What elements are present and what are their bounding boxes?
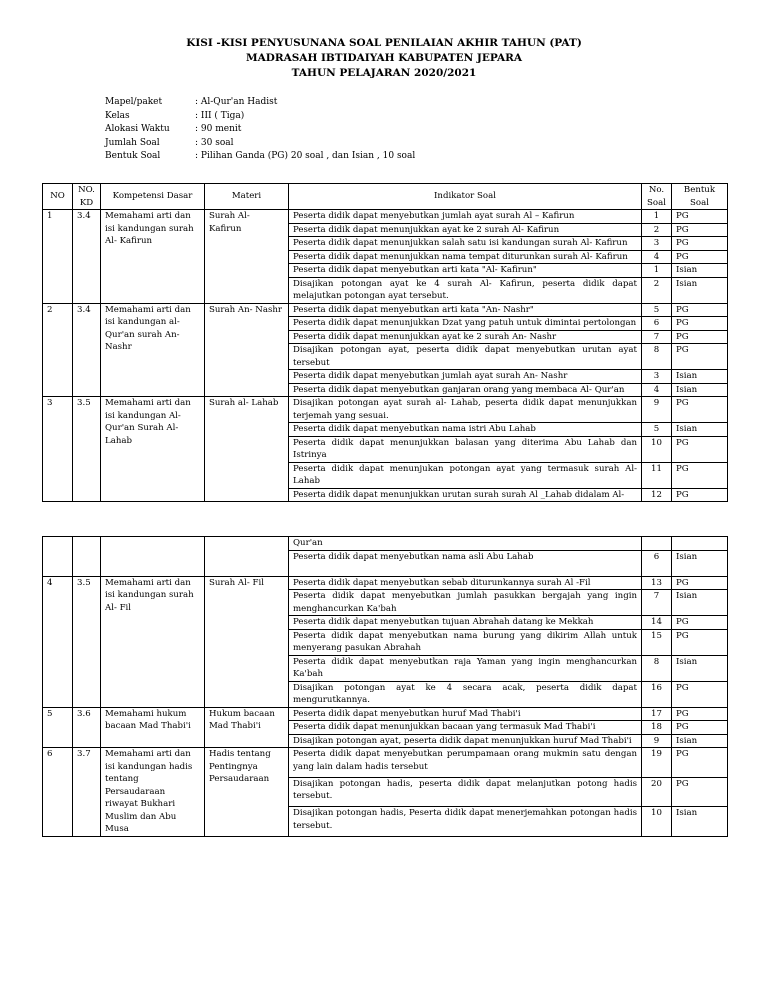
cell-indikator: Disajikan potongan ayat ke 4 surah Al- Kafirun, peserta didik dapat melajutkan potongan ayat tersebut. — [289, 277, 642, 303]
col-header-materi: Materi — [205, 184, 289, 210]
cell-kd: 3.4 — [73, 303, 101, 397]
cell-indikator: Peserta didik dapat menunjukkan Dzat yang patuh untuk dimintai pertolongan — [289, 317, 642, 331]
cell-materi: Surah Al- Kafirun — [205, 210, 289, 304]
cell-indikator: Peserta didik dapat menyebutkan perumpamaan orang mukmin satu dengan yang lain dalam hadis tersebut — [289, 748, 642, 778]
cell-bentuk: Isian — [672, 423, 728, 437]
cell-bentuk: PG — [672, 462, 728, 488]
table-row — [43, 707, 728, 721]
cell-no-soal: 8 — [642, 344, 672, 370]
cell-materi: Surah Al- Fil — [205, 576, 289, 707]
cell-indikator: Peserta didik dapat menyebutkan huruf Mad Thabi'i — [289, 707, 642, 721]
cell-no-soal: 4 — [642, 250, 672, 264]
meta-label: Kelas — [105, 110, 130, 121]
cell-indikator: Peserta didik dapat menyebutkan ganjaran orang yang membaca Al- Qur'an — [289, 383, 642, 397]
cell-indikator: Peserta didik dapat menyebutkan raja Yaman yang ingin menghancurkan Ka'bah — [289, 655, 642, 681]
cell-bentuk: PG — [672, 707, 728, 721]
cell-indikator: Peserta didik dapat menyebutkan jumlah ayat surah Al – Kafirun — [289, 210, 642, 224]
document-title — [0, 36, 768, 81]
cell-indikator: Disajikan potongan hadis, Peserta didik dapat menerjemahkan potongan hadis tersebut. — [289, 807, 642, 837]
table-header-row — [43, 184, 728, 210]
table-row — [43, 537, 728, 551]
cell-empty — [43, 537, 73, 577]
title-line-1: KISI -KISI PENYUSUNANA SOAL PENILAIAN AKHIR TAHUN (PAT) — [186, 37, 582, 49]
cell-indikator: Peserta didik dapat menunjukkan ayat ke 2 surah Al- Kafirun — [289, 223, 642, 237]
meta-row — [105, 110, 415, 124]
document-metadata — [105, 96, 415, 164]
title-line-2: MADRASAH IBTIDAIYAH KABUPATEN JEPARA — [245, 52, 523, 64]
title-line-3: TAHUN PELAJARAN 2020/2021 — [291, 67, 477, 79]
cell-no-soal: 1 — [642, 264, 672, 278]
cell-indikator: Peserta didik dapat menyebutkan nama burung yang dikirim Allah untuk menyerang pasukan Abrahah — [289, 629, 642, 655]
table-row — [43, 303, 728, 317]
cell-bentuk: Isian — [672, 734, 728, 748]
cell-indikator: Peserta didik dapat menyebutkan jumlah ayat surah An- Nashr — [289, 370, 642, 384]
cell-indikator: Disajikan potongan ayat surah al- Lahab, peserta didik dapat menunjukkan terjemah yang sesuai. — [289, 397, 642, 423]
cell-bentuk: PG — [672, 488, 728, 502]
cell-no-soal: 1 — [642, 210, 672, 224]
cell-no-soal: 10 — [642, 807, 672, 837]
cell-no-soal: 19 — [642, 748, 672, 778]
cell-bentuk: Isian — [672, 550, 728, 576]
cell-kompetensi: Memahami arti dan isi kandungan surah Al- Kafirun — [101, 210, 205, 304]
cell-bentuk: PG — [672, 629, 728, 655]
cell-bentuk: PG — [672, 330, 728, 344]
cell-no-soal: 16 — [642, 681, 672, 707]
cell-kd: 3.4 — [73, 210, 101, 304]
cell-kd: 3.7 — [73, 748, 101, 837]
cell-empty — [73, 537, 101, 577]
cell-no: 5 — [43, 707, 73, 748]
cell-bentuk: PG — [672, 344, 728, 370]
cell-bentuk: PG — [672, 436, 728, 462]
cell-bentuk: Isian — [672, 264, 728, 278]
cell-indikator: Peserta didik dapat menyebutkan nama istri Abu Lahab — [289, 423, 642, 437]
meta-row — [105, 123, 415, 137]
cell-no: 6 — [43, 748, 73, 837]
col-header-indikator: Indikator Soal — [289, 184, 642, 210]
cell-no: 3 — [43, 397, 73, 502]
cell-bentuk: Isian — [672, 807, 728, 837]
meta-label: Alokasi Waktu — [105, 124, 170, 134]
cell-no: 2 — [43, 303, 73, 397]
cell-no-soal: 4 — [642, 383, 672, 397]
cell-materi: Surah al- Lahab — [205, 397, 289, 502]
cell-indikator: Disajikan potongan hadis, peserta didik dapat melanjutkan potong hadis tersebut. — [289, 777, 642, 807]
cell-bentuk: PG — [672, 210, 728, 224]
meta-row — [105, 137, 415, 151]
meta-value: : 90 menit — [195, 124, 242, 134]
cell-no-soal: 2 — [642, 223, 672, 237]
cell-indikator: Peserta didik dapat menyebutkan sebab diturunkannya surah Al -Fil — [289, 576, 642, 590]
meta-label: Bentuk Soal — [105, 151, 161, 161]
cell-bentuk: Isian — [672, 370, 728, 384]
cell-no-soal: 6 — [642, 317, 672, 331]
cell-empty — [101, 537, 205, 577]
cell-materi: Hukum bacaan Mad Thabi'i — [205, 707, 289, 748]
cell-empty — [672, 537, 728, 551]
meta-value: : Al-Qur'an Hadist — [195, 97, 278, 107]
cell-indikator: Peserta didik dapat menyebutkan tujuan Abrahah datang ke Mekkah — [289, 616, 642, 630]
cell-bentuk: PG — [672, 397, 728, 423]
cell-indikator: Disajikan potongan ayat, peserta didik dapat menunjukkan huruf Mad Thabi'i — [289, 734, 642, 748]
cell-no-soal: 10 — [642, 436, 672, 462]
cell-indikator: Peserta didik dapat menunjukkan salah satu isi kandungan surah Al- Kafirun — [289, 237, 642, 251]
cell-indikator: Peserta didik dapat menyebutkan nama asli Abu Lahab — [289, 550, 642, 576]
cell-indikator: Peserta didik dapat menunjukkan urutan surah surah Al _Lahab didalam Al- — [289, 488, 642, 502]
cell-no-soal: 7 — [642, 330, 672, 344]
col-header-bentuk: Bentuk Soal — [672, 184, 728, 210]
cell-indikator: Peserta didik dapat menunjukkan bacaan yang termasuk Mad Thabi'i — [289, 721, 642, 735]
cell-bentuk: Isian — [672, 590, 728, 616]
cell-no-soal: 5 — [642, 303, 672, 317]
table-row — [43, 748, 728, 778]
cell-no-soal: 11 — [642, 462, 672, 488]
cell-kd: 3.5 — [73, 576, 101, 707]
cell-indikator: Peserta didik dapat menyebutkan jumlah pasukkan bergajah yang ingin menghancurkan Ka'bah — [289, 590, 642, 616]
col-header-kompetensi: Kompetensi Dasar — [101, 184, 205, 210]
cell-indikator: Peserta didik dapat menunjukkan balasan yang diterima Abu Lahab dan Istrinya — [289, 436, 642, 462]
cell-materi: Surah An- Nashr — [205, 303, 289, 397]
table-row — [43, 576, 728, 590]
cell-indikator: Peserta didik dapat menyebutkan arti kata "An- Nashr" — [289, 303, 642, 317]
cell-bentuk: PG — [672, 616, 728, 630]
cell-indikator: Peserta didik dapat menunjukkan ayat ke 2 surah An- Nashr — [289, 330, 642, 344]
cell-kompetensi: Memahami arti dan isi kandungan hadis tentang Persaudaraan riwayat Bukhari Muslim dan Abu Musa — [101, 748, 205, 837]
cell-no-soal: 13 — [642, 576, 672, 590]
cell-bentuk: PG — [672, 303, 728, 317]
cell-bentuk: Isian — [672, 383, 728, 397]
cell-indikator: Peserta didik dapat menyebutkan arti kata "Al- Kafirun" — [289, 264, 642, 278]
cell-indikator: Peserta didik dapat menunjukan potongan ayat yang termasuk surah Al- Lahab — [289, 462, 642, 488]
cell-no-soal: 7 — [642, 590, 672, 616]
cell-no-soal: 3 — [642, 237, 672, 251]
meta-value: : III ( Tiga) — [195, 110, 245, 121]
kisi-table-page-2 — [42, 536, 728, 837]
meta-value: : Pilihan Ganda (PG) 20 soal , dan Isian , 10 soal — [195, 151, 416, 161]
table-row — [43, 397, 728, 423]
cell-no-soal: 3 — [642, 370, 672, 384]
cell-kompetensi: Memahami arti dan isi kandungan al- Qur'an surah An- Nashr — [101, 303, 205, 397]
cell-no-soal: 12 — [642, 488, 672, 502]
cell-indikator: Disajikan potongan ayat, peserta didik dapat menyebutkan urutan ayat tersebut — [289, 344, 642, 370]
cell-bentuk: PG — [672, 777, 728, 807]
cell-materi: Hadis tentang Pentingnya Persaudaraan — [205, 748, 289, 837]
cell-no-soal: 18 — [642, 721, 672, 735]
cell-kompetensi: Memahami arti dan isi kandungan surah Al- Fil — [101, 576, 205, 707]
kisi-table-page-1 — [42, 183, 728, 502]
col-header-kd: NO. KD — [73, 184, 101, 210]
cell-bentuk: PG — [672, 250, 728, 264]
cell-kompetensi: Memahami hukum bacaan Mad Thabi'i — [101, 707, 205, 748]
meta-row — [105, 96, 415, 110]
cell-no: 4 — [43, 576, 73, 707]
cell-bentuk: PG — [672, 237, 728, 251]
cell-no-soal: 20 — [642, 777, 672, 807]
cell-no-soal: 17 — [642, 707, 672, 721]
meta-label: Mapel/paket — [105, 97, 163, 107]
cell-bentuk: Isian — [672, 655, 728, 681]
cell-no-soal: 6 — [642, 550, 672, 576]
cell-no-soal: 15 — [642, 629, 672, 655]
cell-indikator: Disajikan potongan ayat ke 4 secara acak, peserta didik dapat mengurutkannya. — [289, 681, 642, 707]
cell-kd: 3.6 — [73, 707, 101, 748]
cell-kd: 3.5 — [73, 397, 101, 502]
cell-no-soal: 5 — [642, 423, 672, 437]
cell-bentuk: PG — [672, 317, 728, 331]
cell-kompetensi: Memahami arti dan isi kandungan Al- Qur'an Surah Al- Lahab — [101, 397, 205, 502]
cell-no-soal: 14 — [642, 616, 672, 630]
cell-no-soal: 9 — [642, 397, 672, 423]
meta-label: Jumlah Soal — [105, 137, 160, 148]
cell-bentuk: PG — [672, 721, 728, 735]
cell-empty — [642, 537, 672, 551]
cell-indikator: Peserta didik dapat menunjukkan nama tempat diturunkan surah Al- Kafirun — [289, 250, 642, 264]
cell-empty — [205, 537, 289, 577]
cell-bentuk: PG — [672, 748, 728, 778]
cell-no-soal: 8 — [642, 655, 672, 681]
cell-bentuk: PG — [672, 576, 728, 590]
cell-indikator-continued: Qur'an — [289, 537, 642, 551]
cell-no-soal: 9 — [642, 734, 672, 748]
cell-bentuk: PG — [672, 681, 728, 707]
table-row — [43, 210, 728, 224]
col-header-no-soal: No. Soal — [642, 184, 672, 210]
cell-no-soal: 2 — [642, 277, 672, 303]
cell-bentuk: Isian — [672, 277, 728, 303]
col-header-no: NO — [43, 184, 73, 210]
cell-bentuk: PG — [672, 223, 728, 237]
meta-row — [105, 150, 415, 164]
cell-no: 1 — [43, 210, 73, 304]
meta-value: : 30 soal — [195, 137, 234, 148]
